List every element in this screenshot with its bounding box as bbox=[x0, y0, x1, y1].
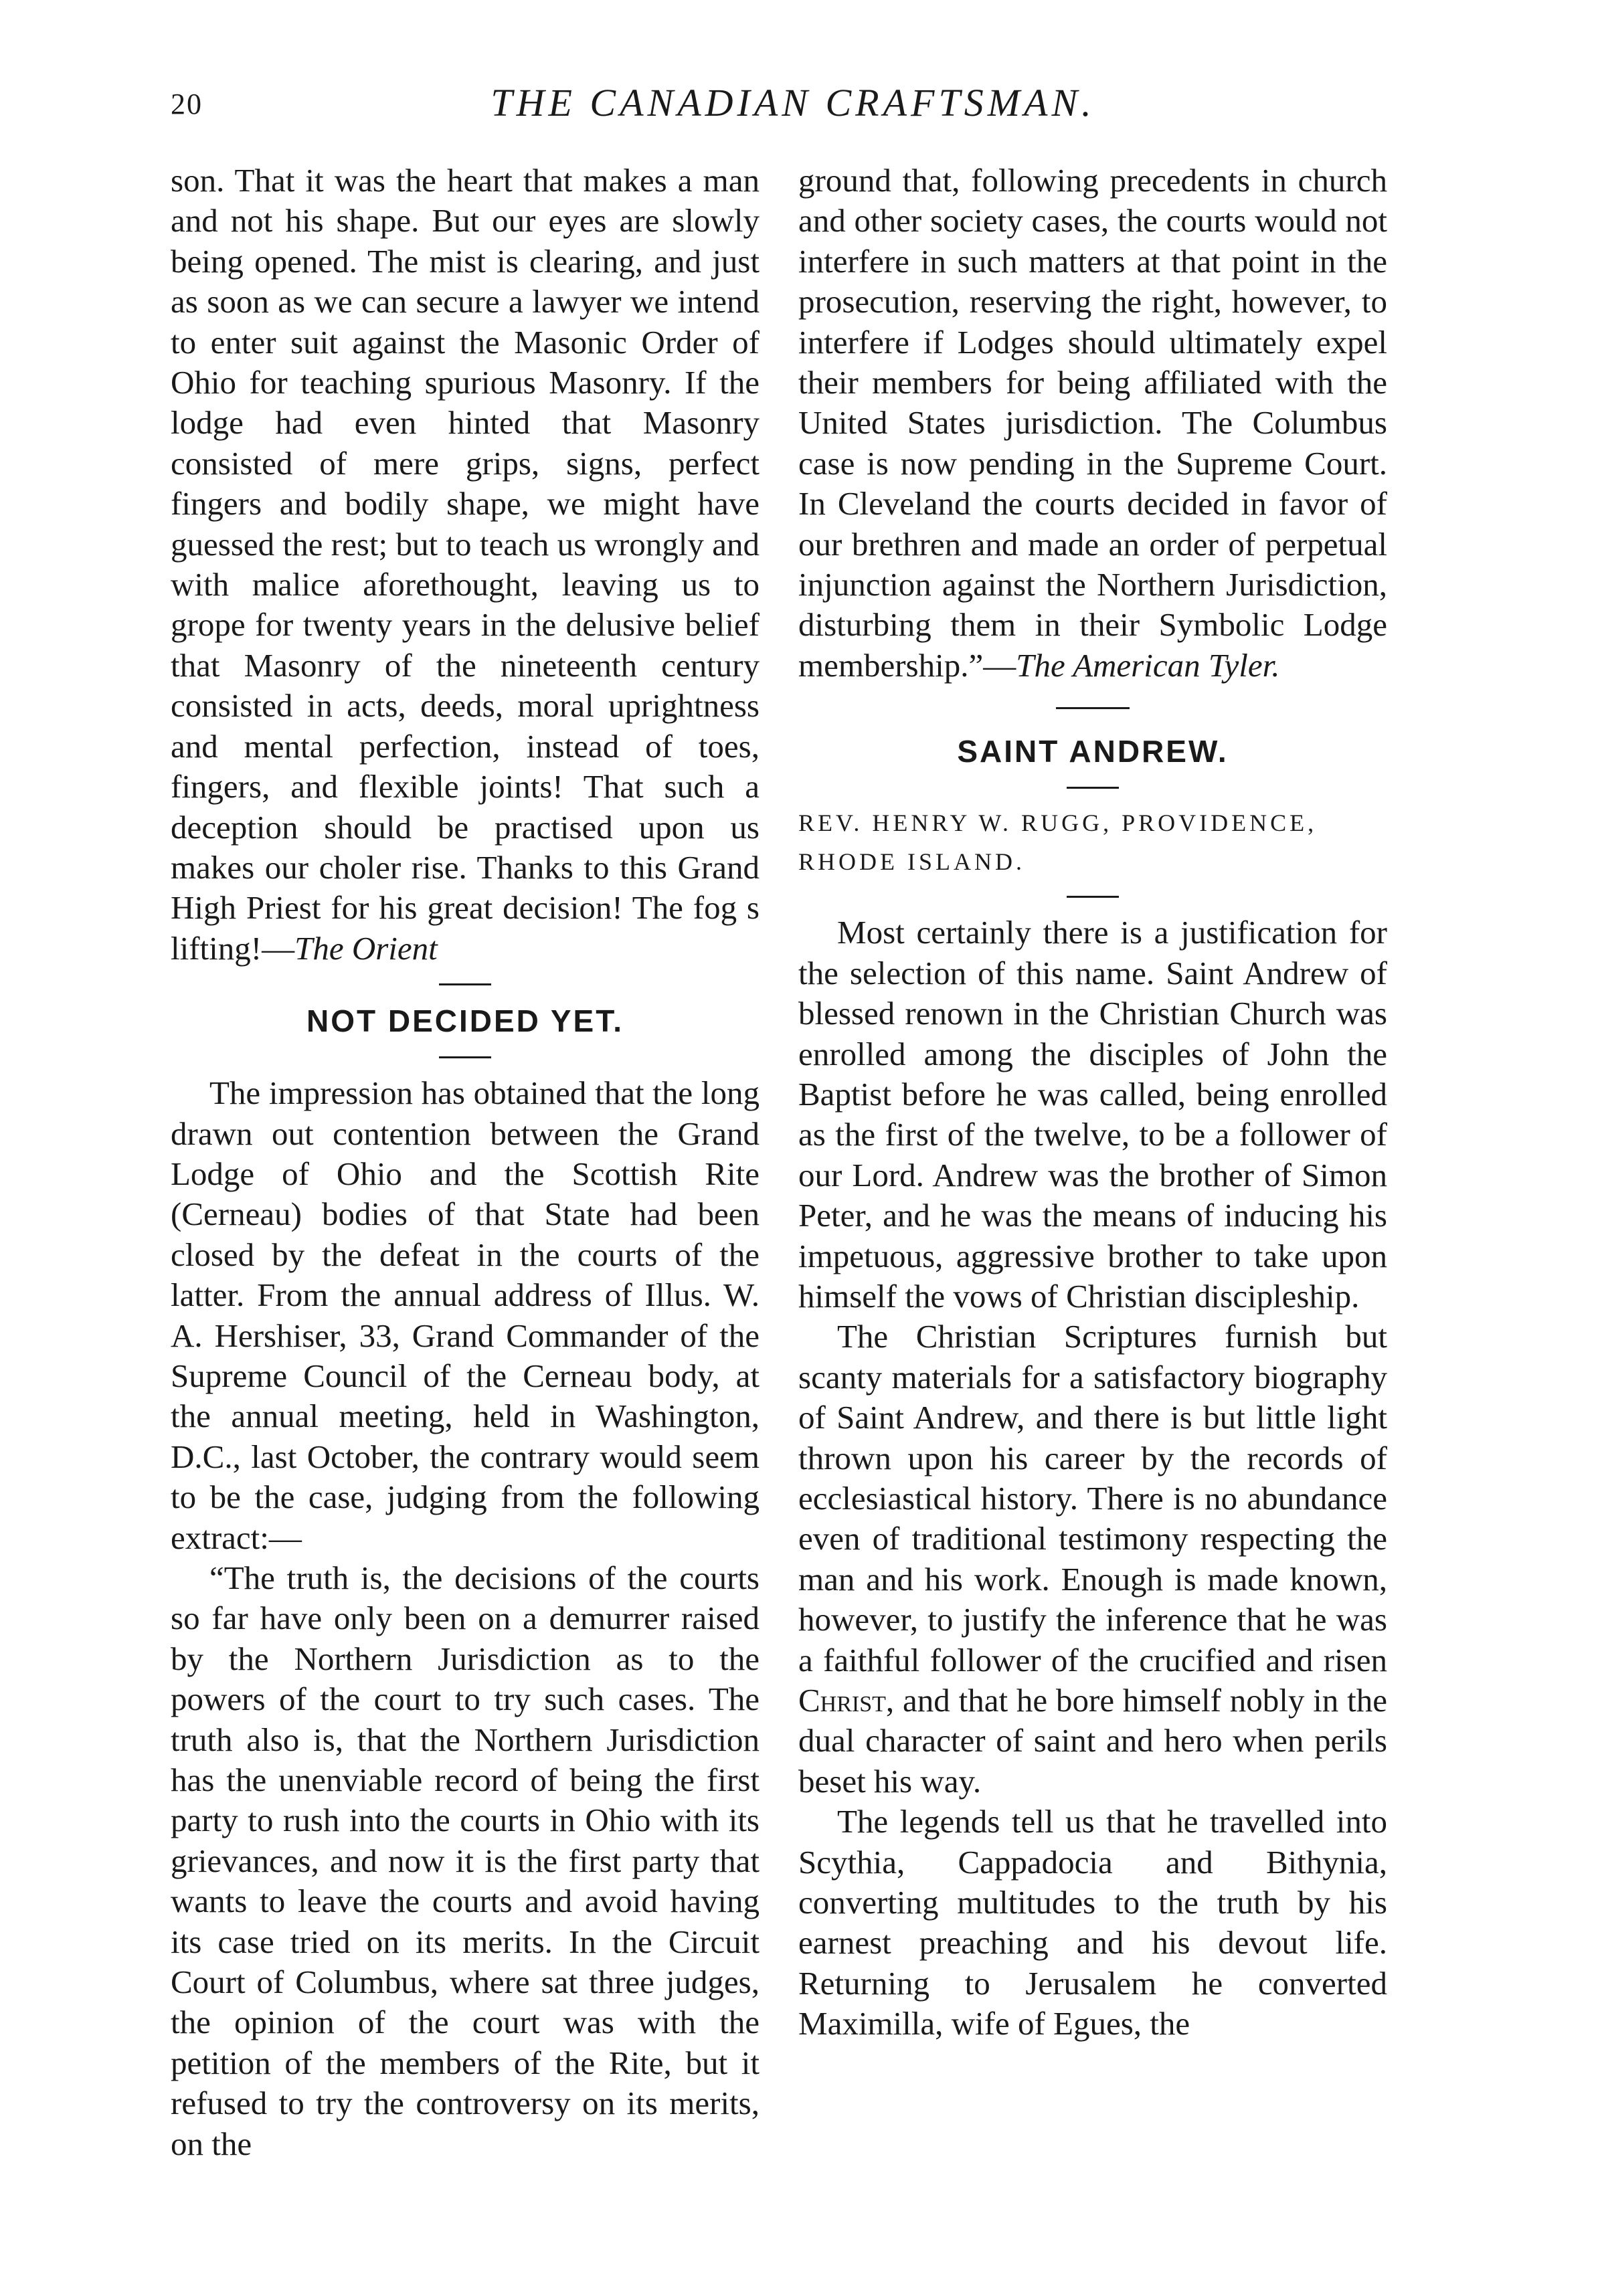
tyler-excerpt-text: ground that, following precedents in church and other society cases, the courts would not interfere in such matters at that point in the prosecution, reserving the right, however, to interfere if Lodges should ultimately expel their members for being affiliated with the United States jurisdiction. The Columbus case is now pending in the Supreme Court. In Cleveland the courts decided in favor of our brethren and made an order of perpetual injunction against the Northern Jurisdiction, disturbing them in their Symbolic Lodge membership.”— bbox=[798, 162, 1387, 684]
article-title-not-decided-yet: NOT DECIDED YET. bbox=[306, 1003, 624, 1039]
author-location: RHODE ISLAND. bbox=[798, 848, 1025, 876]
article-paragraph: “The truth is, the decisions of the courts so far have only been on a demurrer raised by the Northern Jurisdiction as to the powers of the court to try such cases. The truth also is, that the Northern Jurisdiction has the unenviable record of being the first party to rush into the courts in Ohio with its grievances, and now it is the first party that wants to leave the courts and avoid having its case tried on its merits. In the Circuit Court of Columbus, where sat three judges, the opinion of the court was with the petition of the members of the Rite, but it refused to try the controversy on its merits, on the bbox=[171, 1559, 760, 2162]
section-divider bbox=[1056, 707, 1130, 709]
tyler-source: The American Tyler. bbox=[1016, 646, 1280, 684]
title-divider bbox=[1067, 787, 1119, 789]
article-paragraph: Most certainly there is a justification for the selection of this name. Saint Andrew of blessed renown in the Christian Church was enrolled among the disciples of John the Baptist before he was called, being enrolled as the first of the twelve, to be a follower of our Lord. Andrew was the brother of Simon Peter, and he was the means of inducing his impetuous, aggressive brother to take upon himself the vows of Christian discipleship. bbox=[798, 914, 1387, 1315]
orient-excerpt bbox=[171, 161, 760, 969]
page-header bbox=[171, 80, 1415, 154]
byline-divider bbox=[1067, 896, 1119, 898]
page-number: 20 bbox=[171, 88, 203, 120]
article-title-saint-andrew: SAINT ANDREW. bbox=[957, 734, 1229, 769]
christ-small-caps: Christ bbox=[798, 1682, 886, 1719]
article-paragraph bbox=[798, 1317, 1387, 1802]
paragraph-text: , and that he bore himself nobly in the dual character of saint and hero when perils beset his way. bbox=[798, 1682, 1387, 1800]
running-title: THE CANADIAN CRAFTSMAN. bbox=[491, 81, 1095, 124]
section-divider bbox=[439, 983, 491, 985]
paragraph-text: The Christian Scriptures furnish but scanty materials for a satisfactory biography of Saint Andrew, and there is but little light thrown upon his career by the records of ecclesiastical history. There is no abundance even of traditional testimony respecting the man and his work. Enough is made known, however, to justify the inference that he was a faithful follower of the crucified and risen bbox=[798, 1318, 1387, 1679]
title-divider bbox=[439, 1056, 491, 1058]
left-column bbox=[171, 161, 760, 2164]
article-paragraph: The impression has obtained that the long drawn out contention between the Grand Lodge of Ohio and the Scottish Rite (Cerneau) bodies of that State had been closed by the defeat in the courts of the latter. From the annual address of Illus. W. A. Hershiser, 33, Grand Commander of the Supreme Council of the Cerneau body, at the annual meeting, held in Washington, D.C., last October, the contrary would seem to be the case, judging from the following extract:— bbox=[171, 1074, 760, 1556]
tyler-excerpt bbox=[798, 161, 1387, 686]
article-paragraph: The legends tell us that he travelled into Scythia, Cappadocia and Bithynia, converting multitudes to the truth by his earnest preaching and his devout life. Returning to Jerusalem he converted Maximilla, wife of Egues, the bbox=[798, 1803, 1387, 2042]
right-column bbox=[798, 161, 1387, 2044]
orient-source: The Orient bbox=[294, 929, 438, 967]
author-byline: REV. HENRY W. RUGG, PROVIDENCE, bbox=[798, 809, 1318, 837]
orient-excerpt-text: son. That it was the heart that makes a man and not his shape. But our eyes are slowly being opened. The mist is clearing, and just as soon as we can secure a lawyer we intend to enter suit against the Masonic Order of Ohio for teaching spurious Masonry. If the lodge had even hinted that Masonry consisted of mere grips, signs, perfect fingers and bodily shape, we might have guessed the rest; but to teach us wrongly and with malice aforethought, leaving us to grope for twenty years in the delusive belief that Masonry of the nineteenth century consisted in acts, deeds, moral uprightness and mental perfection, instead of toes, fingers, and flexible joints! That such a deception should be practised upon us makes our choler rise. Thanks to this Grand High Priest for his great decision! The fog s lifting!— bbox=[171, 162, 760, 967]
